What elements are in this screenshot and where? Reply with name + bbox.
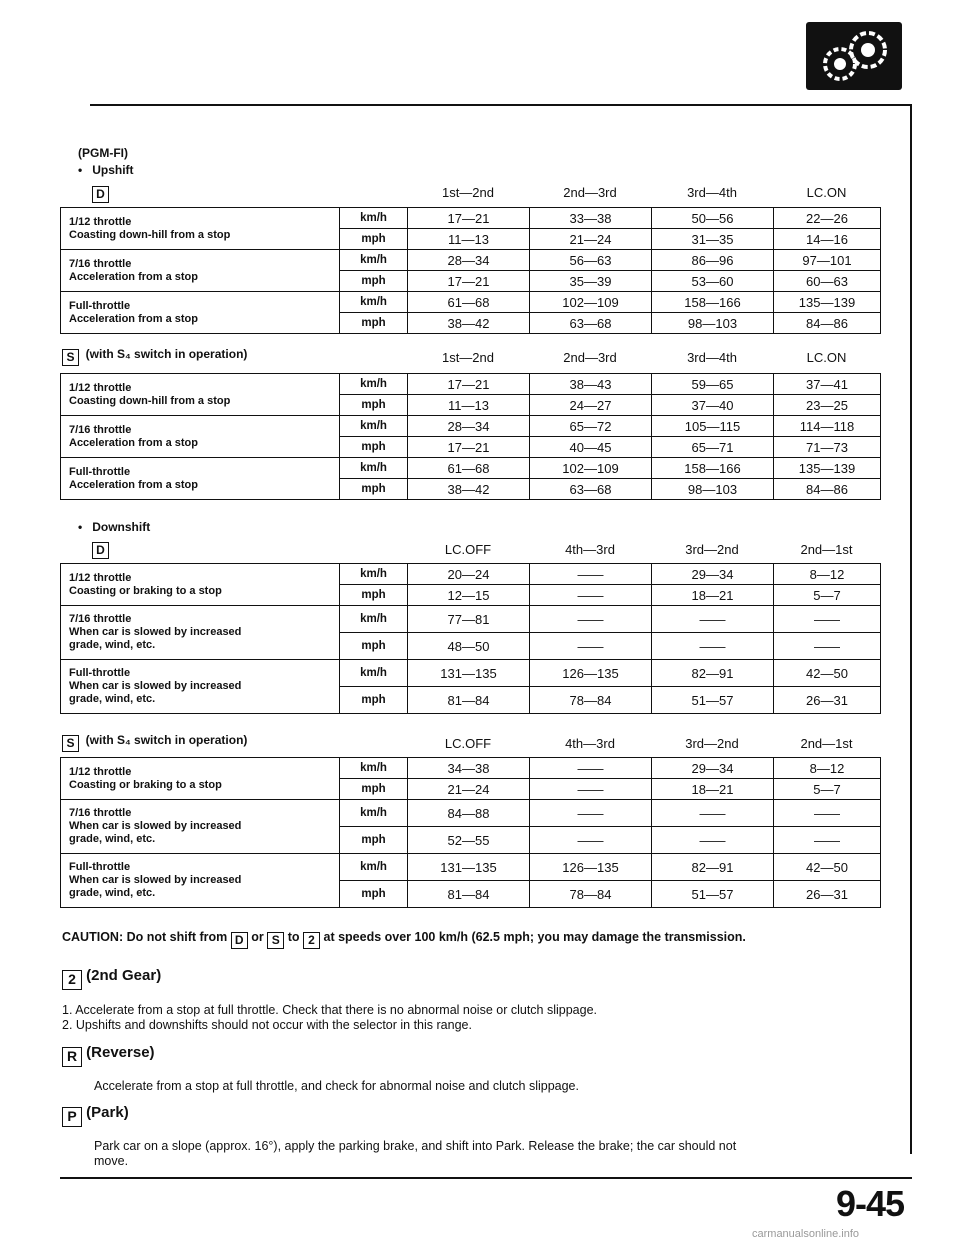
value-cell: 22—26: [774, 208, 881, 229]
value-cell: ——: [652, 633, 774, 660]
value-cell: ——: [530, 800, 652, 827]
unit-cell: mph: [340, 479, 408, 500]
upshift-d4-table: [60, 207, 881, 334]
unit-cell: mph: [340, 313, 408, 334]
value-cell: 135—139: [774, 458, 881, 479]
col-header: 3rd—4th: [687, 185, 737, 200]
value-cell: 65—71: [652, 437, 774, 458]
value-cell: 17—21: [408, 437, 530, 458]
condition-line: grade, wind, etc.: [69, 639, 156, 651]
condition-cell: [61, 606, 340, 660]
unit-cell: km/h: [340, 660, 408, 687]
transmission-gears-logo: [806, 22, 902, 90]
caution-text: Do not shift from: [126, 930, 228, 944]
second-gear-heading: [62, 967, 161, 990]
downshift-d4-header: [407, 542, 880, 557]
upshift-s4-header: [407, 350, 880, 365]
second-gear-item: 1. Accelerate from a stop at full throttle. Check that there is no abnormal noise or clutch slippage.: [62, 1003, 598, 1017]
unit-cell: km/h: [340, 250, 408, 271]
value-cell: 5—7: [774, 779, 881, 800]
unit-cell: mph: [340, 779, 408, 800]
upshift-s4-table: [60, 373, 881, 500]
value-cell: 135—139: [774, 292, 881, 313]
unit-cell: km/h: [340, 564, 408, 585]
value-cell: 59—65: [652, 374, 774, 395]
unit-cell: mph: [340, 881, 408, 908]
s4-note: (with S₄ switch in operation): [85, 347, 248, 361]
value-cell: 5—7: [774, 585, 881, 606]
value-cell: ——: [774, 827, 881, 854]
col-header: 4th—3rd: [565, 542, 615, 557]
value-cell: 20—24: [408, 564, 530, 585]
condition-line: Acceleration from a stop: [69, 270, 198, 283]
value-cell: 11—13: [408, 395, 530, 416]
col-header: LC.ON: [806, 350, 847, 365]
condition-cell: [61, 758, 340, 800]
value-cell: 97—101: [774, 250, 881, 271]
condition-cell: [61, 660, 340, 714]
condition-cell: [61, 564, 340, 606]
value-cell: 37—40: [652, 395, 774, 416]
value-cell: 102—109: [530, 458, 652, 479]
value-cell: ——: [652, 606, 774, 633]
unit-cell: mph: [340, 827, 408, 854]
s4-box: S: [267, 932, 284, 949]
value-cell: 38—42: [408, 313, 530, 334]
condition-line: grade, wind, etc.: [69, 833, 156, 845]
value-cell: 158—166: [652, 458, 774, 479]
value-cell: 26—31: [774, 687, 881, 714]
unit-cell: km/h: [340, 416, 408, 437]
value-cell: 84—86: [774, 479, 881, 500]
value-cell: 17—21: [408, 271, 530, 292]
value-cell: 61—68: [408, 292, 530, 313]
value-cell: 28—34: [408, 250, 530, 271]
condition-line: When car is slowed by increased: [69, 626, 242, 638]
second-gear-item: 2. Upshifts and downshifts should not occur with the selector in this range.: [62, 1018, 472, 1032]
value-cell: 23—25: [774, 395, 881, 416]
value-cell: ——: [530, 779, 652, 800]
upshift-d4-header: [407, 185, 880, 200]
condition-line: When car is slowed by increased: [69, 874, 242, 886]
value-cell: 21—24: [408, 779, 530, 800]
value-cell: 78—84: [530, 881, 652, 908]
value-cell: ——: [530, 633, 652, 660]
col-header: LC.OFF: [444, 736, 492, 751]
value-cell: 35—39: [530, 271, 652, 292]
condition-line: 1/12 throttle: [69, 381, 132, 394]
page-number: 9-45: [836, 1183, 905, 1224]
col-header: 3rd—2nd: [685, 542, 739, 557]
value-cell: 18—21: [652, 779, 774, 800]
unit-cell: mph: [340, 395, 408, 416]
value-cell: 81—84: [408, 881, 530, 908]
park-heading: [62, 1104, 129, 1127]
col-header: 2nd—3rd: [563, 185, 617, 200]
condition-line: 1/12 throttle: [69, 215, 132, 228]
second-gear-box: 2: [62, 970, 82, 990]
value-cell: 21—24: [530, 229, 652, 250]
value-cell: ——: [530, 827, 652, 854]
col-header: 3rd—4th: [687, 350, 737, 365]
col-header: LC.ON: [806, 185, 847, 200]
value-cell: 38—43: [530, 374, 652, 395]
watermark: carmanualsonline.info: [752, 1228, 860, 1240]
value-cell: 126—135: [530, 854, 652, 881]
unit-cell: km/h: [340, 854, 408, 881]
value-cell: 126—135: [530, 660, 652, 687]
value-cell: 18—21: [652, 585, 774, 606]
downshift-heading: • Downshift: [78, 520, 151, 534]
unit-cell: mph: [340, 437, 408, 458]
value-cell: 26—31: [774, 881, 881, 908]
reverse-title: (Reverse): [86, 1044, 155, 1061]
second-gear-title: (2nd Gear): [86, 967, 162, 984]
value-cell: ——: [774, 633, 881, 660]
value-cell: 31—35: [652, 229, 774, 250]
value-cell: 61—68: [408, 458, 530, 479]
condition-cell: [61, 416, 340, 458]
unit-cell: km/h: [340, 758, 408, 779]
condition-line: 1/12 throttle: [69, 765, 132, 778]
value-cell: 56—63: [530, 250, 652, 271]
value-cell: 8—12: [774, 564, 881, 585]
value-cell: 98—103: [652, 479, 774, 500]
d4-box: D: [92, 542, 109, 559]
value-cell: 11—13: [408, 229, 530, 250]
value-cell: 131—135: [408, 854, 530, 881]
value-cell: 8—12: [774, 758, 881, 779]
downshift-s4-header: [407, 736, 880, 751]
system-label: (PGM-FI): [78, 146, 128, 160]
condition-line: 7/16 throttle: [69, 807, 132, 819]
unit-cell: mph: [340, 229, 408, 250]
value-cell: ——: [530, 606, 652, 633]
caution-line: [62, 930, 746, 949]
value-cell: 71—73: [774, 437, 881, 458]
value-cell: 17—21: [408, 208, 530, 229]
downshift-s4-table: [60, 757, 881, 908]
unit-cell: km/h: [340, 800, 408, 827]
condition-line: Coasting or braking to a stop: [69, 778, 222, 791]
value-cell: 65—72: [530, 416, 652, 437]
condition-line: grade, wind, etc.: [69, 887, 156, 899]
upshift-label: Upshift: [92, 163, 134, 177]
value-cell: ——: [530, 564, 652, 585]
d4-symbol: [92, 182, 109, 203]
condition-cell: [61, 208, 340, 250]
condition-line: Acceleration from a stop: [69, 312, 198, 325]
park-box: P: [62, 1107, 82, 1127]
right-rule: [910, 104, 912, 1154]
condition-cell: [61, 250, 340, 292]
condition-cell: [61, 800, 340, 854]
caution-text: at speeds over 100 km/h (62.5 mph; you may damage the transmission.: [323, 930, 746, 944]
col-header: 3rd—2nd: [685, 736, 739, 751]
value-cell: 77—81: [408, 606, 530, 633]
park-text-line: Park car on a slope (approx. 16°), apply the parking brake, and shift into Park. Release the brake; the car should not: [94, 1139, 737, 1153]
condition-line: Acceleration from a stop: [69, 478, 198, 491]
reverse-heading: [62, 1044, 155, 1067]
downshift-s4-heading: [62, 733, 247, 752]
condition-line: 7/16 throttle: [69, 613, 132, 625]
condition-line: 1/12 throttle: [69, 571, 132, 584]
value-cell: ——: [530, 758, 652, 779]
col-header: 4th—3rd: [565, 736, 615, 751]
value-cell: ——: [774, 606, 881, 633]
value-cell: 29—34: [652, 758, 774, 779]
col-header: 2nd—1st: [800, 542, 853, 557]
unit-cell: mph: [340, 271, 408, 292]
col-header: 2nd—1st: [800, 736, 853, 751]
col-header: 1st—2nd: [441, 185, 495, 200]
value-cell: 98—103: [652, 313, 774, 334]
value-cell: 52—55: [408, 827, 530, 854]
condition-line: Acceleration from a stop: [69, 436, 198, 449]
value-cell: 14—16: [774, 229, 881, 250]
col-header: LC.OFF: [444, 542, 492, 557]
downshift-d4-table: [60, 563, 881, 714]
value-cell: 48—50: [408, 633, 530, 660]
unit-cell: km/h: [340, 208, 408, 229]
s4-note: (with S₄ switch in operation): [85, 733, 248, 747]
d4-box: D: [231, 932, 248, 949]
value-cell: 105—115: [652, 416, 774, 437]
value-cell: 33—38: [530, 208, 652, 229]
caution-to: to: [287, 930, 300, 944]
col-header: 2nd—3rd: [563, 350, 617, 365]
value-cell: 158—166: [652, 292, 774, 313]
reverse-box: R: [62, 1047, 82, 1067]
park-title: (Park): [86, 1104, 129, 1121]
unit-cell: mph: [340, 585, 408, 606]
value-cell: 29—34: [652, 564, 774, 585]
value-cell: 37—41: [774, 374, 881, 395]
unit-cell: km/h: [340, 374, 408, 395]
value-cell: ——: [530, 585, 652, 606]
value-cell: 63—68: [530, 479, 652, 500]
condition-line: 7/16 throttle: [69, 423, 132, 436]
downshift-label: Downshift: [92, 520, 151, 534]
d4-box: D: [92, 186, 109, 203]
unit-cell: km/h: [340, 292, 408, 313]
value-cell: 84—88: [408, 800, 530, 827]
value-cell: 131—135: [408, 660, 530, 687]
col-header: 1st—2nd: [441, 350, 495, 365]
value-cell: 24—27: [530, 395, 652, 416]
condition-line: Full-throttle: [69, 465, 131, 478]
value-cell: 40—45: [530, 437, 652, 458]
value-cell: 60—63: [774, 271, 881, 292]
value-cell: 51—57: [652, 687, 774, 714]
value-cell: ——: [652, 827, 774, 854]
unit-cell: km/h: [340, 458, 408, 479]
value-cell: ——: [774, 800, 881, 827]
value-cell: 78—84: [530, 687, 652, 714]
value-cell: 82—91: [652, 854, 774, 881]
condition-line: Full-throttle: [69, 667, 131, 679]
condition-line: grade, wind, etc.: [69, 693, 156, 705]
condition-cell: [61, 854, 340, 908]
value-cell: ——: [652, 800, 774, 827]
condition-cell: [61, 374, 340, 416]
value-cell: 86—96: [652, 250, 774, 271]
caution-or: or: [251, 930, 264, 944]
condition-line: When car is slowed by increased: [69, 820, 242, 832]
value-cell: 82—91: [652, 660, 774, 687]
condition-line: Coasting or braking to a stop: [69, 584, 222, 597]
park-text-line: move.: [94, 1154, 129, 1168]
value-cell: 42—50: [774, 660, 881, 687]
value-cell: 81—84: [408, 687, 530, 714]
value-cell: 42—50: [774, 854, 881, 881]
value-cell: 50—56: [652, 208, 774, 229]
caution-label: CAUTION:: [62, 930, 124, 944]
unit-cell: mph: [340, 687, 408, 714]
bottom-rule: [60, 1177, 912, 1179]
s4-box: S: [62, 735, 79, 752]
value-cell: 84—86: [774, 313, 881, 334]
condition-line: Coasting down-hill from a stop: [69, 228, 231, 241]
d4-symbol-downshift: [92, 538, 109, 559]
condition-cell: [61, 292, 340, 334]
condition-line: 7/16 throttle: [69, 257, 132, 270]
condition-line: Full-throttle: [69, 861, 131, 873]
unit-cell: km/h: [340, 606, 408, 633]
value-cell: 12—15: [408, 585, 530, 606]
value-cell: 63—68: [530, 313, 652, 334]
condition-line: Coasting down-hill from a stop: [69, 394, 231, 407]
condition-line: When car is slowed by increased: [69, 680, 242, 692]
value-cell: 34—38: [408, 758, 530, 779]
value-cell: 53—60: [652, 271, 774, 292]
reverse-text: Accelerate from a stop at full throttle, and check for abnormal noise and clutch slippage.: [94, 1079, 579, 1093]
upshift-s4-heading: [62, 347, 247, 366]
second-gear-box: 2: [303, 932, 320, 949]
unit-cell: mph: [340, 633, 408, 660]
value-cell: 51—57: [652, 881, 774, 908]
condition-line: Full-throttle: [69, 299, 131, 312]
value-cell: 17—21: [408, 374, 530, 395]
s4-box: S: [62, 349, 79, 366]
condition-cell: [61, 458, 340, 500]
value-cell: 102—109: [530, 292, 652, 313]
top-rule: [90, 104, 912, 106]
value-cell: 28—34: [408, 416, 530, 437]
value-cell: 114—118: [774, 416, 881, 437]
value-cell: 38—42: [408, 479, 530, 500]
upshift-heading: • Upshift: [78, 163, 134, 177]
